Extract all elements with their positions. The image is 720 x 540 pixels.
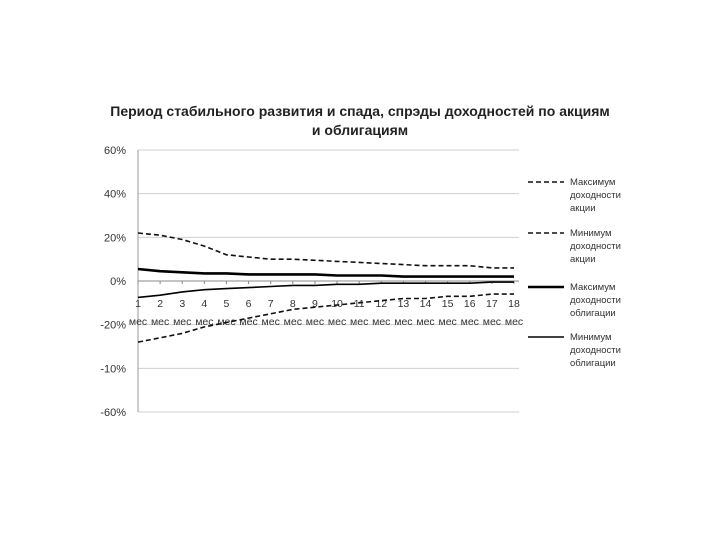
series-line-1 <box>138 233 514 268</box>
x-tick-number: 12 <box>375 298 388 310</box>
x-tick-unit: мес <box>327 316 347 328</box>
x-tick-number: 5 <box>223 298 230 310</box>
x-tick-unit: мес <box>173 316 192 328</box>
y-tick-label: 60% <box>103 145 126 157</box>
legend-label-2: доходности <box>570 241 621 252</box>
x-tick-number: 13 <box>397 298 410 310</box>
y-tick-label: 40% <box>103 188 126 201</box>
chart-title-line: и облигациям <box>311 122 409 138</box>
legend-label-1: акции <box>570 203 596 214</box>
y-tick-label: -10% <box>100 363 126 376</box>
chart-title-line: Период стабильного развития и спада, спрэды доходностей по акциям <box>110 103 610 119</box>
y-tick-label: -60% <box>100 407 126 419</box>
x-tick-unit: мес <box>504 316 524 328</box>
x-tick-number: 17 <box>486 298 498 310</box>
x-tick-unit: мес <box>394 316 413 328</box>
x-tick-number: 18 <box>508 298 520 310</box>
x-tick-unit: мес <box>350 316 369 328</box>
x-tick-unit: мес <box>195 316 214 328</box>
x-tick-unit: мес <box>150 316 170 328</box>
x-tick-number: 15 <box>441 298 454 310</box>
x-tick-unit: мес <box>305 316 325 328</box>
x-tick-number: 14 <box>419 298 432 310</box>
x-tick-number: 10 <box>331 298 343 310</box>
legend-label-1: Максимум <box>570 177 616 188</box>
legend-label-4: Минимум <box>570 332 612 343</box>
x-tick-unit: мес <box>438 316 457 328</box>
legend-label-3: Максимум <box>570 282 616 293</box>
legend-label-1: доходности <box>570 190 621 201</box>
series-line-4 <box>138 282 514 297</box>
x-tick-number: 8 <box>289 298 296 310</box>
x-tick-number: 7 <box>267 298 274 310</box>
y-tick-label: 0% <box>110 276 126 288</box>
x-tick-number: 6 <box>245 298 252 310</box>
legend-label-2: Минимум <box>570 228 612 239</box>
legend-label-4: облигации <box>570 358 616 369</box>
x-tick-unit: мес <box>460 316 479 328</box>
x-tick-unit: мес <box>372 316 391 328</box>
x-tick-unit: мес <box>261 316 280 328</box>
legend-label-3: облигации <box>570 308 616 319</box>
x-tick-number: 16 <box>463 298 476 310</box>
x-tick-unit: мес <box>128 316 148 328</box>
x-tick-unit: мес <box>217 316 236 328</box>
x-tick-number: 1 <box>135 298 141 310</box>
legend-label-2: акции <box>570 254 596 265</box>
y-tick-label: -20% <box>100 319 126 332</box>
x-tick-unit: мес <box>239 316 258 328</box>
x-tick-number: 3 <box>179 298 186 310</box>
legend-label-3: доходности <box>570 295 621 306</box>
x-tick-unit: мес <box>283 316 302 328</box>
legend-label-4: доходности <box>570 345 621 356</box>
x-tick-number: 2 <box>157 298 164 310</box>
x-tick-number: 9 <box>312 298 318 310</box>
x-tick-unit: мес <box>416 316 435 328</box>
series-line-3 <box>138 269 514 277</box>
x-tick-number: 11 <box>353 298 365 310</box>
y-tick-label: 20% <box>103 232 126 245</box>
x-tick-unit: мес <box>482 316 502 328</box>
x-tick-number: 4 <box>201 298 208 310</box>
